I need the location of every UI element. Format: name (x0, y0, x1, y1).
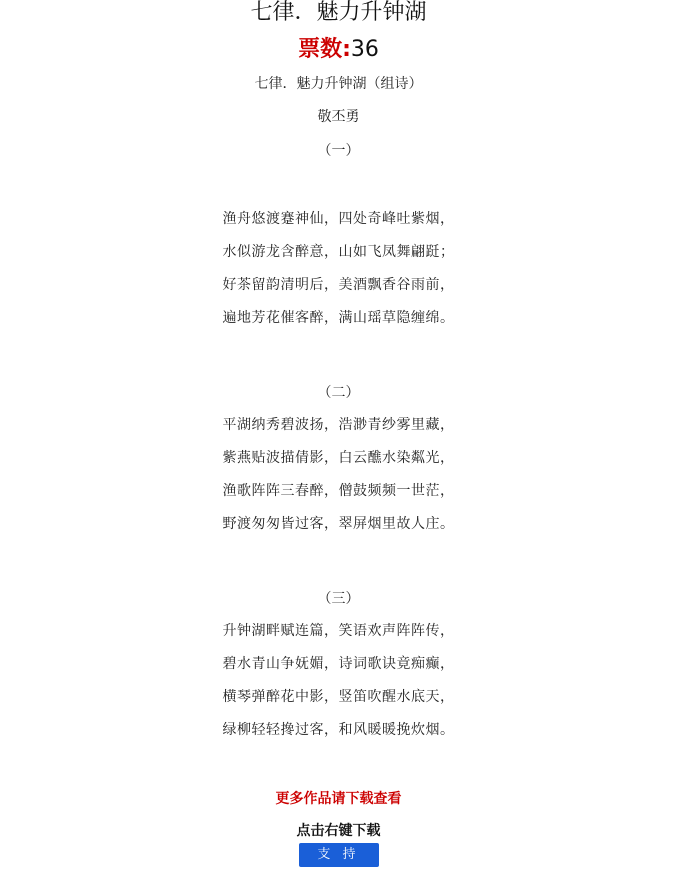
poem-line: 渔歌阵阵三春醉，僧鼓频频一世茫， (222, 483, 455, 499)
poem-line: 好茶留韵清明后，美酒飘香谷雨前， (222, 277, 455, 293)
poem-line: 紫燕贴波描倩影，白云醮水染粼光， (222, 450, 455, 466)
poem-line: 渔舟悠渡蹇神仙，四处奇峰吐紫烟， (222, 211, 455, 227)
vote-count (0, 36, 677, 66)
poem-line: 横琴弹醉花中影，竖笛吹醒水底天， (222, 689, 455, 705)
page-title: 七律．魅力升钟湖 (250, 0, 427, 25)
section-heading-1: （一） (317, 143, 360, 159)
stanza-1 (0, 203, 677, 335)
poem-line: 水似游龙含醉意，山如飞凤舞翩跹； (222, 244, 455, 260)
poem-line: 升钟湖畔赋连篇，笑语欢声阵阵传， (222, 623, 455, 639)
poem-line: 绿柳轻轻搀过客，和风暖暖挽炊烟。 (222, 722, 455, 738)
stanza-3 (0, 615, 677, 747)
poem-line: 野渡匆匆皆过客，翠屏烟里故人庄。 (222, 516, 455, 532)
votes-label: 票数: (298, 37, 351, 62)
votes-value: 36 (350, 37, 379, 62)
section-heading-2: （二） (317, 385, 360, 401)
more-works-link[interactable]: 更多作品请下载查看 (275, 791, 402, 807)
section-heading-3: （三） (317, 591, 360, 607)
download-hint: 点击右键下载 (296, 823, 381, 839)
support-button[interactable]: 支 持 (299, 843, 379, 867)
poem-author: 敬丕勇 (317, 109, 360, 125)
poem-subtitle: 七律．魅力升钟湖（组诗） (254, 76, 423, 92)
poem-line: 平湖纳秀碧波扬，浩渺青纱雾里藏， (222, 417, 455, 433)
stanza-2 (0, 409, 677, 541)
poem-line: 碧水青山争妩媚，诗词歌诀竟痴癫， (222, 656, 455, 672)
poem-line: 遍地芳花催客醉，满山瑶草隐缠绵。 (222, 310, 455, 326)
